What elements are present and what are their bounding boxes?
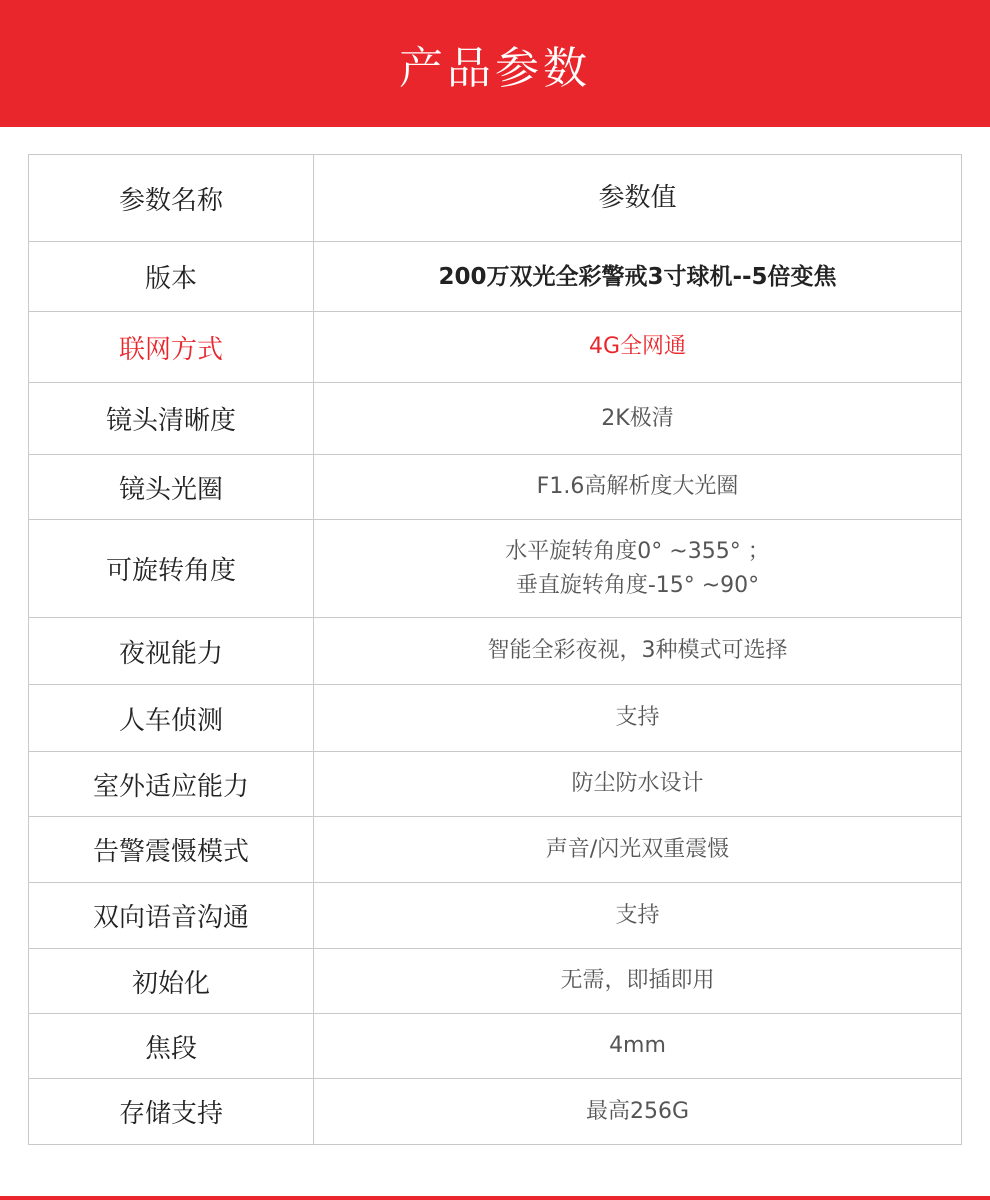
row-label: 夜视能力 xyxy=(29,618,314,685)
row-value-line: 200万双光全彩警戒3寸球机--5倍变焦 xyxy=(438,263,837,290)
table-row xyxy=(29,383,962,455)
table-row xyxy=(29,312,962,383)
row-value xyxy=(314,1079,962,1145)
header-name-cell: 参数名称 xyxy=(29,155,314,242)
row-value xyxy=(314,817,962,883)
row-value xyxy=(314,383,962,455)
table-row xyxy=(29,1014,962,1079)
table-row xyxy=(29,883,962,949)
row-label: 镜头清晰度 xyxy=(29,383,314,455)
row-value-line: 支持 xyxy=(615,705,660,730)
table-row xyxy=(29,520,962,618)
row-label: 联网方式 xyxy=(29,312,314,383)
bottom-accent-rule xyxy=(0,1196,990,1200)
table-row xyxy=(29,817,962,883)
page-title: 产品参数 xyxy=(399,42,591,94)
row-label: 告警震慑模式 xyxy=(29,817,314,883)
page-header xyxy=(0,0,990,127)
row-value-line: 无需，即插即用 xyxy=(560,968,715,993)
row-value xyxy=(314,242,962,312)
row-label: 可旋转角度 xyxy=(29,520,314,618)
row-value-line: 水平旋转角度0° ~355° ； xyxy=(505,538,770,564)
row-value xyxy=(314,312,962,383)
table-row xyxy=(29,1079,962,1145)
row-label: 存储支持 xyxy=(29,1079,314,1145)
row-label: 初始化 xyxy=(29,949,314,1014)
spec-table xyxy=(28,154,962,1145)
row-value-line: 声音/闪光双重震慑 xyxy=(545,836,730,862)
row-value-line: 智能全彩夜视，3种模式可选择 xyxy=(487,638,788,663)
table-row xyxy=(29,242,962,312)
row-value-line: 4mm xyxy=(609,1033,666,1058)
table-row xyxy=(29,455,962,520)
row-value xyxy=(314,455,962,520)
row-value xyxy=(314,949,962,1014)
row-value-line: F1.6高解析度大光圈 xyxy=(536,474,739,499)
row-value xyxy=(314,1014,962,1079)
row-value xyxy=(314,883,962,949)
row-value xyxy=(314,520,962,618)
table-row xyxy=(29,949,962,1014)
row-label: 版本 xyxy=(29,242,314,312)
row-label: 焦段 xyxy=(29,1014,314,1079)
row-label: 室外适应能力 xyxy=(29,752,314,817)
row-label: 人车侦测 xyxy=(29,685,314,752)
table-header-row xyxy=(29,155,962,242)
table-row xyxy=(29,618,962,685)
row-value-line: 支持 xyxy=(615,902,660,928)
row-value xyxy=(314,752,962,817)
row-value-line: 2K极清 xyxy=(601,405,674,431)
row-value-line: 防尘防水设计 xyxy=(571,771,704,796)
row-label: 镜头光圈 xyxy=(29,455,314,520)
row-value xyxy=(314,685,962,752)
row-value xyxy=(314,618,962,685)
header-value-cell: 参数值 xyxy=(314,155,962,242)
table-row xyxy=(29,752,962,817)
row-value-line: 4G全网通 xyxy=(588,334,687,359)
row-label: 双向语音沟通 xyxy=(29,883,314,949)
table-row xyxy=(29,685,962,752)
row-value-line: 垂直旋转角度-15° ~90° xyxy=(515,572,760,598)
row-value-line: 最高256G xyxy=(585,1098,690,1124)
